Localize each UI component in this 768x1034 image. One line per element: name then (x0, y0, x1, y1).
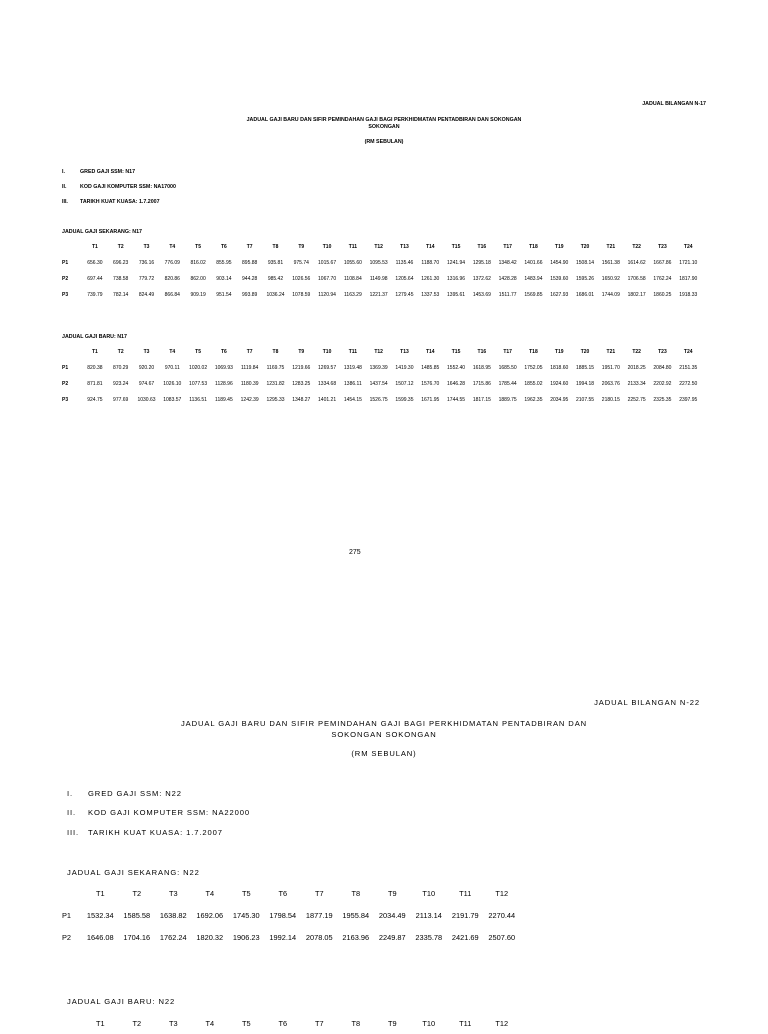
salary-cell: 1069.93 (214, 365, 233, 371)
salary-cell: 1802.17 (627, 292, 646, 298)
salary-cell: 2133.34 (627, 381, 646, 387)
salary-cell: 1169.75 (266, 365, 285, 371)
current-schedule-label: JADUAL GAJI SEKARANG: N17 (62, 229, 142, 235)
salary-cell: 736.16 (138, 260, 155, 266)
salary-cell: 1269.57 (318, 365, 337, 371)
salary-cell: 1026.10 (163, 381, 182, 387)
salary-cell: 935.81 (267, 260, 284, 266)
salary-cell: 1188.70 (421, 260, 440, 266)
row-label: P2 (62, 932, 72, 942)
salary-cell: 1205.64 (395, 276, 414, 282)
salary-cell: 993.89 (242, 292, 258, 298)
column-header: T12 (495, 1018, 509, 1028)
salary-cell: 974.67 (138, 381, 155, 387)
salary-cell: 1552.40 (447, 365, 466, 371)
column-header: T23 (658, 349, 667, 355)
salary-cell: 924.75 (87, 397, 103, 403)
column-header: T6 (278, 888, 288, 898)
salary-cell: 1715.86 (472, 381, 491, 387)
salary-cell: 1221.37 (369, 292, 388, 298)
table-row (62, 376, 701, 392)
salary-cell: 1955.84 (342, 910, 370, 920)
salary-cell: 779.72 (138, 276, 155, 282)
column-header: T10 (422, 888, 436, 898)
salary-cell: 1454.90 (550, 260, 569, 266)
info-number: I. (67, 789, 74, 798)
salary-cell: 1219.66 (292, 365, 311, 371)
salary-cell: 776.09 (164, 260, 180, 266)
column-header: T14 (425, 244, 435, 250)
salary-cell: 1818.60 (550, 365, 569, 371)
table-header-row (62, 344, 701, 360)
salary-cell: 2202.92 (653, 381, 672, 387)
column-header: T1 (91, 349, 98, 355)
salary-cell: 2325.35 (653, 397, 672, 403)
column-header: T15 (451, 349, 461, 355)
column-header: T7 (246, 244, 253, 250)
salary-cell: 2397.95 (679, 397, 698, 403)
salary-cell: 656.30 (87, 260, 103, 266)
salary-cell: 2113.14 (415, 910, 442, 920)
salary-cell: 1128.96 (215, 381, 233, 387)
salary-cell: 1428.28 (498, 276, 517, 282)
column-header: T1 (91, 244, 98, 250)
column-header: T11 (348, 349, 358, 355)
salary-cell: 920.20 (138, 365, 155, 371)
salary-cell: 824.49 (138, 292, 155, 298)
info-number: II. (62, 184, 67, 190)
salary-cell: 1180.39 (240, 381, 259, 387)
salary-cell: 1135.46 (395, 260, 414, 266)
salary-cell: 1231.82 (266, 381, 285, 387)
column-header: T1 (95, 888, 105, 898)
salary-cell: 1855.02 (524, 381, 543, 387)
column-header: T12 (374, 244, 383, 250)
table-reference: JADUAL BILANGAN N-22 (594, 698, 700, 707)
table-corner-cell (62, 882, 82, 904)
salary-cell: 2018.25 (627, 365, 646, 371)
salary-cell: 1078.59 (292, 292, 311, 298)
column-header: T4 (169, 244, 176, 250)
salary-cell: 1319.48 (343, 365, 362, 371)
salary-cell: 909.19 (190, 292, 206, 298)
salary-cell: 1539.60 (550, 276, 569, 282)
salary-cell: 2034.49 (378, 910, 406, 920)
salary-cell: 2270.44 (488, 910, 516, 920)
current-salary-table (62, 239, 701, 303)
salary-cell: 2063.76 (601, 381, 620, 387)
table-header-row (62, 882, 520, 904)
table-row (62, 287, 701, 303)
column-header: T6 (278, 1018, 288, 1028)
salary-cell: 1348.27 (292, 397, 311, 403)
salary-cell: 944.28 (242, 276, 258, 282)
table-corner-cell (62, 239, 82, 255)
salary-cell: 1667.86 (653, 260, 672, 266)
salary-cell: 1055.60 (343, 260, 362, 266)
row-label: P1 (62, 910, 72, 920)
column-header: T16 (477, 349, 487, 355)
salary-cell: 1015.67 (318, 260, 337, 266)
row-label: P1 (62, 365, 69, 371)
salary-cell: 1508.14 (576, 260, 595, 266)
salary-cell: 1163.29 (344, 292, 362, 298)
salary-cell: 1483.94 (524, 276, 543, 282)
table-row (62, 392, 701, 408)
column-header: T9 (298, 349, 305, 355)
salary-cell: 2272.50 (679, 381, 698, 387)
salary-cell: 1532.34 (86, 910, 114, 920)
salary-cell: 1283.25 (292, 381, 311, 387)
salary-cell: 1120.94 (318, 292, 336, 298)
salary-cell: 1020.02 (189, 365, 208, 371)
salary-cell: 977.69 (113, 397, 129, 403)
column-header: T18 (529, 349, 538, 355)
column-header: T6 (220, 349, 227, 355)
salary-cell: 1241.94 (447, 260, 466, 266)
salary-cell: 1149.98 (369, 276, 388, 282)
info-effective-date: TARIKH KUAT KUASA: 1.7.2007 (80, 199, 160, 205)
info-salary-grade: GRED GAJI SSM: N22 (88, 789, 182, 798)
salary-cell: 1369.39 (369, 365, 388, 371)
salary-cell: 1030.63 (137, 397, 156, 403)
column-header: T3 (168, 888, 178, 898)
document-page-n22 (0, 560, 768, 1028)
salary-cell: 1337.53 (421, 292, 440, 298)
salary-cell: 903.14 (216, 276, 232, 282)
info-number: III. (62, 199, 68, 205)
column-header: T24 (683, 244, 693, 250)
salary-cell: 1599.35 (395, 397, 414, 403)
column-header: T12 (374, 349, 383, 355)
salary-cell: 1077.53 (189, 381, 208, 387)
column-header: T15 (451, 244, 461, 250)
column-header: T22 (632, 349, 641, 355)
salary-cell: 870.29 (113, 365, 129, 371)
column-header: T3 (168, 1018, 178, 1028)
salary-cell: 1706.58 (627, 276, 646, 282)
salary-cell: 1454.15 (343, 397, 362, 403)
salary-cell: 738.58 (113, 276, 129, 282)
salary-cell: 1650.92 (601, 276, 620, 282)
column-header: T4 (205, 1018, 215, 1028)
salary-cell: 1136.51 (189, 397, 207, 403)
salary-cell: 2180.15 (601, 397, 620, 403)
column-header: T11 (459, 1018, 472, 1028)
new-schedule-label: JADUAL GAJI BARU: N22 (67, 997, 176, 1006)
salary-cell: 2421.69 (451, 932, 479, 942)
column-header: T2 (117, 349, 124, 355)
column-header: T4 (169, 349, 176, 355)
table-header-row (62, 1012, 520, 1034)
salary-cell: 820.38 (87, 365, 103, 371)
column-header: T24 (683, 349, 693, 355)
table-corner-cell (62, 1012, 82, 1034)
salary-cell: 1095.53 (369, 260, 388, 266)
salary-cell: 1951.70 (601, 365, 620, 371)
salary-cell: 1401.66 (524, 260, 543, 266)
salary-cell: 2252.75 (627, 397, 646, 403)
column-header: T13 (400, 349, 409, 355)
salary-cell: 970.11 (164, 365, 180, 371)
salary-cell: 1744.55 (447, 397, 466, 403)
salary-cell: 1671.95 (421, 397, 440, 403)
salary-cell: 1994.18 (576, 381, 595, 387)
salary-cell: 1437.54 (369, 381, 388, 387)
salary-cell: 1295.33 (266, 397, 285, 403)
info-computer-code: KOD GAJI KOMPUTER SSM: NA22000 (88, 808, 251, 817)
salary-cell: 1646.28 (447, 381, 466, 387)
salary-cell: 2107.55 (576, 397, 595, 403)
column-header: T18 (529, 244, 538, 250)
table-row (62, 255, 701, 271)
column-header: T16 (477, 244, 487, 250)
table-reference: JADUAL BILANGAN N-17 (642, 101, 706, 107)
new-schedule-label: JADUAL GAJI BARU: N17 (62, 334, 127, 340)
row-label: P3 (62, 397, 69, 403)
salary-cell: 1595.26 (576, 276, 595, 282)
salary-cell: 1569.85 (524, 292, 543, 298)
salary-cell: 1316.96 (447, 276, 466, 282)
document-title: JADUAL GAJI BARU DAN SIFIR PEMINDAHAN GAJI BAGI PERKHIDMATAN PENTADBIRAN DAN SOKONGAN (246, 117, 522, 123)
column-header: T9 (387, 888, 397, 898)
salary-cell: 1752.05 (524, 365, 543, 371)
salary-cell: 1067.70 (318, 276, 337, 282)
salary-cell: 985.42 (267, 276, 284, 282)
column-header: T9 (387, 1018, 397, 1028)
column-header: T12 (495, 888, 509, 898)
document-title: JADUAL GAJI BARU DAN SIFIR PEMINDAHAN GAJI BAGI PERKHIDMATAN PENTADBIRAN DAN SOKONGAN SOKONGAN (180, 719, 588, 739)
salary-cell: 2084.80 (653, 365, 672, 371)
row-label: P2 (62, 276, 69, 282)
column-header: T22 (632, 244, 641, 250)
column-header: T2 (132, 1018, 142, 1028)
salary-cell: 1745.30 (232, 910, 260, 920)
table-header-row (62, 239, 701, 255)
column-header: T17 (503, 349, 512, 355)
salary-cell: 923.24 (113, 381, 129, 387)
salary-cell: 1785.44 (498, 381, 517, 387)
salary-cell: 1242.39 (240, 397, 259, 403)
salary-cell: 1889.75 (498, 397, 517, 403)
salary-cell: 1798.54 (269, 910, 297, 920)
new-salary-table (62, 1012, 520, 1034)
salary-cell: 866.84 (164, 292, 180, 298)
salary-cell: 1083.57 (163, 397, 182, 403)
salary-cell: 1614.62 (627, 260, 646, 266)
salary-cell: 1585.58 (123, 910, 151, 920)
unit-label: (RM SEBULAN) (351, 749, 417, 758)
salary-cell: 1386.11 (344, 381, 362, 387)
salary-cell: 1108.84 (344, 276, 362, 282)
salary-cell: 1526.75 (369, 397, 388, 403)
column-header: T10 (322, 244, 332, 250)
table-row (62, 271, 701, 287)
column-header: T14 (425, 349, 435, 355)
info-salary-grade: GRED GAJI SSM: N17 (80, 169, 136, 175)
column-header: T23 (658, 244, 667, 250)
salary-cell: 1395.61 (447, 292, 466, 298)
table-row (62, 904, 520, 926)
salary-cell: 1618.95 (472, 365, 491, 371)
salary-cell: 2507.60 (488, 932, 516, 942)
salary-cell: 1561.38 (601, 260, 620, 266)
salary-cell: 1704.16 (123, 932, 151, 942)
column-header: T6 (220, 244, 227, 250)
salary-cell: 816.02 (190, 260, 206, 266)
table-corner-cell (62, 344, 82, 360)
salary-cell: 855.95 (216, 260, 232, 266)
column-header: T8 (272, 349, 279, 355)
salary-cell: 697.44 (87, 276, 103, 282)
salary-cell: 1026.56 (292, 276, 311, 282)
salary-cell: 1576.70 (421, 381, 440, 387)
column-header: T17 (503, 244, 512, 250)
column-header: T3 (143, 349, 150, 355)
salary-cell: 1721.10 (679, 260, 698, 266)
column-header: T8 (272, 244, 279, 250)
column-header: T19 (554, 244, 564, 250)
column-header: T11 (348, 244, 358, 250)
salary-cell: 1036.24 (266, 292, 285, 298)
salary-cell: 1744.09 (601, 292, 620, 298)
salary-cell: 1860.25 (653, 292, 672, 298)
salary-cell: 895.88 (242, 260, 258, 266)
column-header: T20 (580, 244, 590, 250)
salary-cell: 1511.77 (498, 292, 517, 298)
column-header: T1 (95, 1018, 105, 1028)
column-header: T5 (241, 1018, 251, 1028)
document-title-line2: SOKONGAN (368, 124, 400, 130)
salary-cell: 1119.84 (241, 365, 259, 371)
salary-cell: 782.14 (113, 292, 129, 298)
column-header: T19 (554, 349, 564, 355)
column-header: T4 (205, 888, 215, 898)
column-header: T9 (298, 244, 305, 250)
salary-cell: 739.79 (87, 292, 103, 298)
row-label: P3 (62, 292, 69, 298)
column-header: T5 (195, 349, 201, 355)
salary-cell: 1507.12 (395, 381, 414, 387)
column-header: T13 (400, 244, 409, 250)
salary-cell: 1686.01 (576, 292, 595, 298)
salary-cell: 2151.35 (679, 365, 698, 371)
salary-cell: 1762.24 (159, 932, 187, 942)
salary-cell: 1817.15 (472, 397, 491, 403)
salary-cell: 1348.42 (498, 260, 517, 266)
salary-cell: 820.86 (164, 276, 180, 282)
salary-cell: 1638.82 (159, 910, 187, 920)
salary-cell: 951.54 (216, 292, 232, 298)
current-schedule-label: JADUAL GAJI SEKARANG: N22 (67, 868, 200, 877)
column-header: T10 (422, 1018, 436, 1028)
salary-cell: 1189.45 (215, 397, 233, 403)
salary-cell: 1906.23 (232, 932, 260, 942)
column-header: T2 (132, 888, 142, 898)
salary-cell: 1372.62 (472, 276, 491, 282)
salary-cell: 871.81 (87, 381, 103, 387)
column-header: T10 (322, 349, 332, 355)
info-effective-date: TARIKH KUAT KUASA: 1.7.2007 (88, 828, 223, 837)
column-header: T5 (195, 244, 201, 250)
salary-cell: 1877.19 (305, 910, 333, 920)
salary-cell: 1261.30 (421, 276, 440, 282)
column-header: T2 (117, 244, 124, 250)
info-number: I. (62, 169, 65, 175)
salary-cell: 2335.78 (415, 932, 443, 942)
salary-cell: 1692.06 (196, 910, 224, 920)
column-header: T8 (351, 888, 361, 898)
info-number: II. (67, 808, 77, 817)
table-row (62, 360, 701, 376)
salary-cell: 2078.05 (305, 932, 333, 942)
salary-cell: 1962.35 (524, 397, 543, 403)
column-header: T5 (241, 888, 251, 898)
column-header: T21 (606, 244, 616, 250)
info-number: III. (67, 828, 80, 837)
row-label: P2 (62, 381, 69, 387)
current-salary-table (62, 882, 520, 948)
table-row (62, 926, 520, 948)
salary-cell: 1334.68 (318, 381, 337, 387)
salary-cell: 1419.30 (395, 365, 414, 371)
salary-cell: 1924.60 (550, 381, 569, 387)
salary-cell: 1992.14 (269, 932, 297, 942)
info-computer-code: KOD GAJI KOMPUTER SSM: NA17000 (80, 184, 176, 190)
column-header: T11 (459, 888, 472, 898)
salary-cell: 1295.18 (472, 260, 491, 266)
salary-cell: 1646.08 (86, 932, 114, 942)
salary-cell: 2191.79 (451, 910, 479, 920)
column-header: T7 (246, 349, 253, 355)
new-salary-table (62, 344, 701, 408)
column-header: T21 (606, 349, 616, 355)
salary-cell: 1453.69 (472, 292, 491, 298)
salary-cell: 696.23 (113, 260, 129, 266)
salary-cell: 2034.95 (550, 397, 569, 403)
salary-cell: 1820.32 (196, 932, 224, 942)
page-number: 275 (349, 549, 361, 556)
salary-cell: 862.00 (190, 276, 206, 282)
salary-cell: 1762.24 (653, 276, 672, 282)
column-header: T3 (143, 244, 150, 250)
salary-cell: 1918.33 (679, 292, 698, 298)
column-header: T7 (314, 888, 324, 898)
salary-cell: 1627.93 (550, 292, 569, 298)
salary-cell: 1485.85 (421, 365, 440, 371)
column-header: T8 (351, 1018, 361, 1028)
column-header: T20 (580, 349, 590, 355)
salary-cell: 1817.90 (679, 276, 698, 282)
salary-cell: 1885.15 (576, 365, 595, 371)
salary-cell: 1279.45 (395, 292, 414, 298)
salary-cell: 1685.50 (498, 365, 517, 371)
salary-cell: 2163.96 (342, 932, 370, 942)
unit-label: (RM SEBULAN) (364, 139, 404, 145)
column-header: T7 (314, 1018, 324, 1028)
salary-cell: 1401.21 (318, 397, 337, 403)
row-label: P1 (62, 260, 69, 266)
salary-cell: 975.74 (293, 260, 309, 266)
salary-cell: 2249.87 (378, 932, 406, 942)
